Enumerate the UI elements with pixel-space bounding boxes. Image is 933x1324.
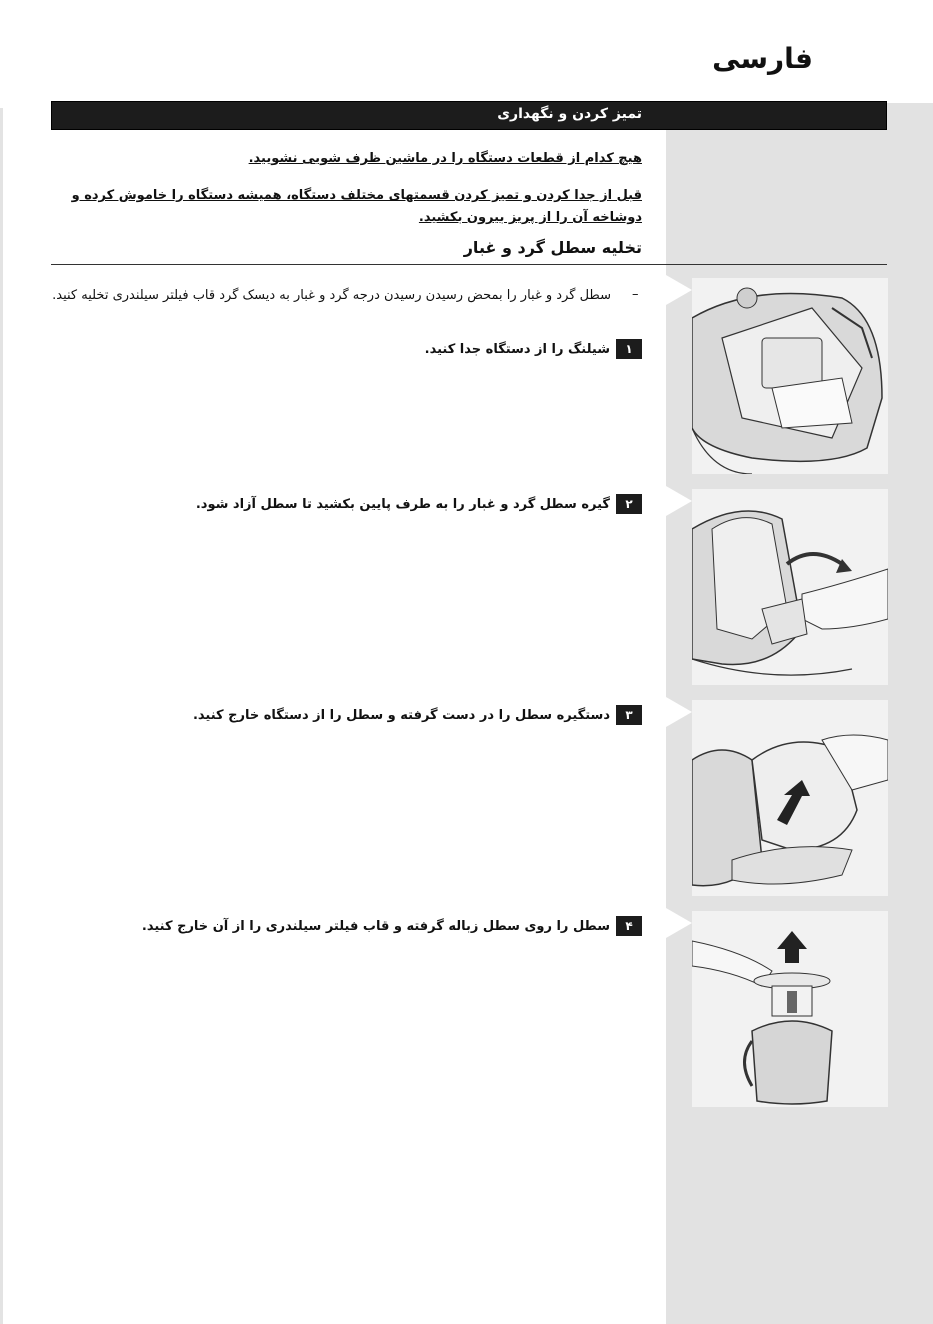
- section-divider: [51, 264, 887, 265]
- warning-dishwasher: هیچ کدام از قطعات دستگاه را در ماشین ظرف شویی نشویید.: [248, 151, 642, 166]
- note-text: سطل گرد و غبار را بمحض رسیدن رسیدن درجه گرد و غبار به دیسک گرد قاب فیلتر سیلندری تخلیه کنید.: [52, 288, 611, 303]
- subsection-title: تخلیه سطل گرد و غبار: [463, 238, 642, 257]
- step-1: [425, 339, 642, 359]
- step-number-badge: ٢: [616, 494, 642, 514]
- note-dash: –: [632, 287, 639, 302]
- warning-unplug: قبل از جدا کردن و تمیز کردن قسمتهای مختلف دستگاه، همیشه دستگاه را خاموش کرده و دوشاخه آن را از پریز بیرون بکشید.: [71, 188, 642, 225]
- step-number-badge: ١: [616, 339, 642, 359]
- step-4: [142, 916, 642, 936]
- language-title: فارسی: [712, 42, 813, 75]
- step-text: گیره سطل گرد و غبار را به طرف پایین بکشید تا سطل آزاد شود.: [195, 496, 610, 512]
- pointer-arrow-icon: [666, 908, 692, 938]
- step-text: شیلنگ را از دستگاه جدا کنید.: [424, 341, 610, 357]
- step-number-badge: ۴: [616, 916, 642, 936]
- vacuum-release-clip-illustration-icon: [692, 489, 888, 685]
- figure-3: [692, 700, 888, 896]
- step-text: دستگیره سطل را در دست گرفته و سطل را از دستگاه خارج کنید.: [192, 707, 610, 723]
- step-3: [193, 705, 642, 725]
- figure-4: [692, 911, 888, 1107]
- pointer-arrow-icon: [666, 275, 692, 305]
- vacuum-remove-bucket-illustration-icon: [692, 700, 888, 896]
- page-edge-rule: [0, 108, 3, 1324]
- section-header-bar: [51, 101, 887, 130]
- vacuum-open-lid-illustration-icon: [692, 278, 888, 474]
- pointer-arrow-icon: [666, 486, 692, 516]
- step-2: [196, 494, 642, 514]
- figure-1: [692, 278, 888, 474]
- bucket-remove-filter-illustration-icon: [692, 911, 888, 1107]
- figure-2: [692, 489, 888, 685]
- step-text: سطل را روی سطل زباله گرفته و قاب فیلتر سیلندری را از آن خارج کنید.: [141, 918, 610, 934]
- section-title: تمیز کردن و نگهداری: [497, 106, 642, 122]
- pointer-arrow-icon: [666, 697, 692, 727]
- step-number-badge: ٣: [616, 705, 642, 725]
